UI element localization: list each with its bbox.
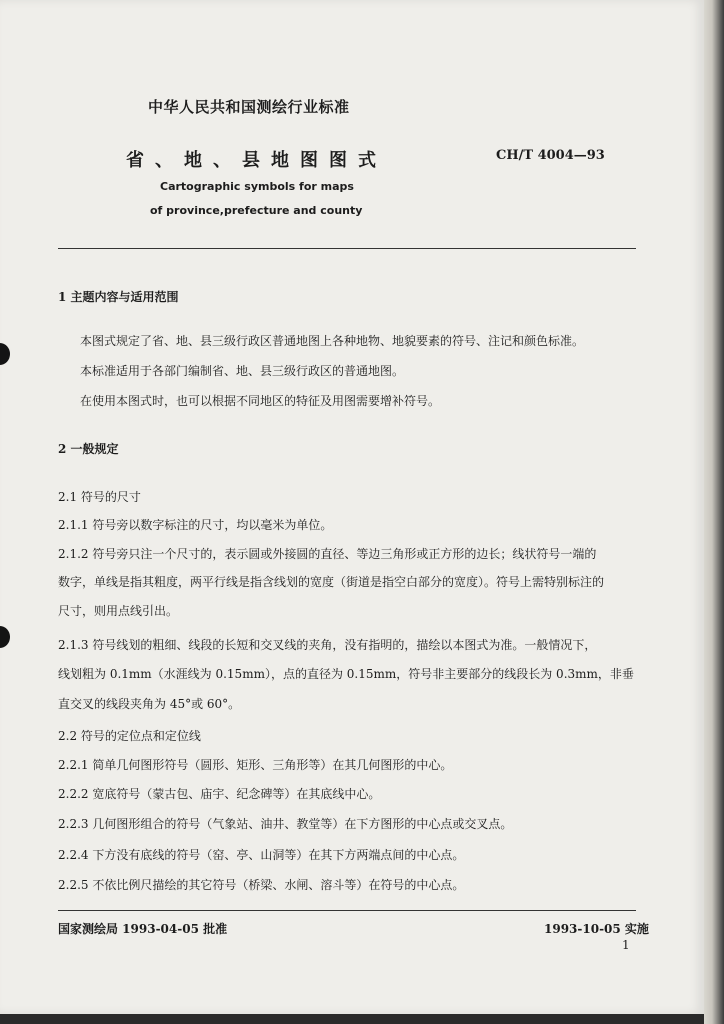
clause: 2.1.3 符号线划的粗细、线段的长短和交叉线的夹角，没有指明的，描绘以本图式为准。一般情况下， <box>58 638 597 652</box>
page-edge-shadow <box>704 0 724 1024</box>
document-title: 省、地、县地图图式 <box>126 150 387 171</box>
clause: 2.2.1 简单几何图形符号（圆形、矩形、三角形等）在其几何图形的中心。 <box>58 758 453 772</box>
binder-hole <box>0 626 10 648</box>
clause-continuation: 尺寸，则用点线引出。 <box>58 604 179 618</box>
english-title-line2: of province,prefecture and county <box>150 204 363 217</box>
paragraph: 在使用本图式时，也可以根据不同地区的特征及用图需要增补符号。 <box>80 394 441 408</box>
clause-continuation: 直交叉的线段夹角为 45°或 60°。 <box>58 697 241 711</box>
paragraph: 本图式规定了省、地、县三级行政区普通地图上各种地物、地貌要素的符号、注记和颜色标准。 <box>80 334 585 348</box>
section-1-heading: 1 主题内容与适用范围 <box>58 290 179 304</box>
clause-continuation: 数字，单线是指其粗度，两平行线是指含线划的宽度（街道是指空白部分的宽度）。符号上需特别标注的 <box>58 575 605 589</box>
standard-name: 中华人民共和国测绘行业标准 <box>148 98 350 116</box>
clause: 2.1.1 符号旁以数字标注的尺寸，均以毫米为单位。 <box>58 518 333 532</box>
clause: 2.2.2 宽底符号（蒙古包、庙宇、纪念碑等）在其底线中心。 <box>58 787 381 801</box>
implementation-date: 1993-10-05 实施 <box>544 922 649 936</box>
subsection-heading: 2.1 符号的尺寸 <box>58 490 141 504</box>
subsection-heading: 2.2 符号的定位点和定位线 <box>58 729 201 743</box>
binder-hole <box>0 343 10 365</box>
clause: 2.2.5 不依比例尺描绘的其它符号（桥梁、水闸、溶斗等）在符号的中心点。 <box>58 878 465 892</box>
standard-code: CH/T 4004—93 <box>496 148 605 163</box>
clause: 2.2.4 下方没有底线的符号（窑、亭、山洞等）在其下方两端点间的中心点。 <box>58 848 465 862</box>
clause: 2.2.3 几何图形组合的符号（气象站、油井、教堂等）在下方图形的中心点或交叉点。 <box>58 817 513 831</box>
header-divider <box>58 248 636 249</box>
footer-divider <box>58 910 636 911</box>
approval-date: 国家测绘局 1993-04-05 批准 <box>58 922 228 936</box>
section-2-heading: 2 一般规定 <box>58 442 119 456</box>
clause: 2.1.2 符号旁只注一个尺寸的，表示圆或外接圆的直径、等边三角形或正方形的边长；线状符号一端的 <box>58 547 597 561</box>
page-number: 1 <box>622 938 630 952</box>
english-title-line1: Cartographic symbols for maps <box>160 180 354 193</box>
paragraph: 本标准适用于各部门编制省、地、县三级行政区的普通地图。 <box>80 364 405 378</box>
clause-continuation: 线划粗为 0.1mm（水涯线为 0.15mm），点的直径为 0.15mm，符号非主要部分的线段长为 0.3mm，非垂 <box>58 667 634 681</box>
